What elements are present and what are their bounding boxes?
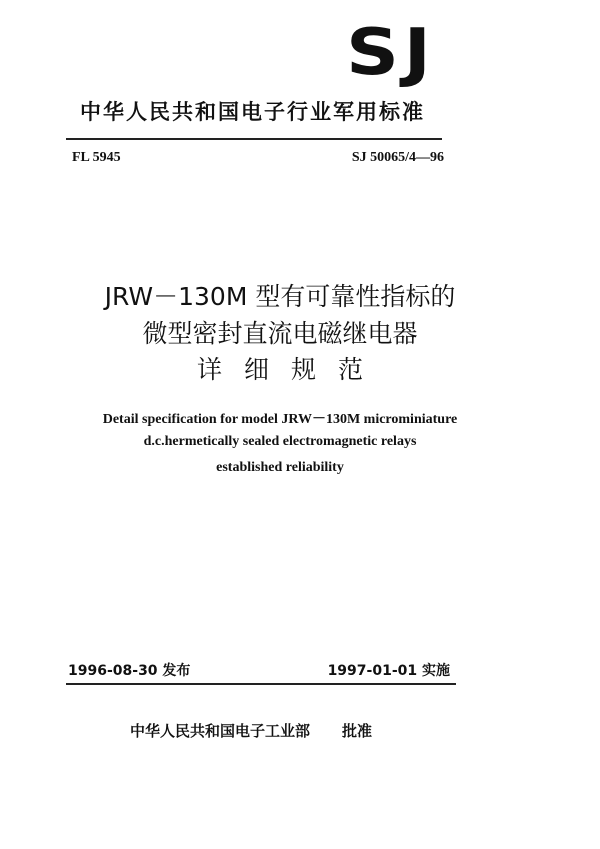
implementation-date: 1997-01-01 实施 <box>327 663 450 679</box>
approving-authority: 中华人民共和国电子工业部 <box>130 722 311 740</box>
chinese-title-line-1: JRW－130M 型有可靠性指标的 <box>104 282 456 311</box>
approval-label: 批准 <box>342 722 373 740</box>
classification-code: FL 5945 <box>72 150 121 165</box>
footer-rule <box>66 683 456 685</box>
english-title-line-1: Detail specification for model JRW－130M microminiature <box>102 412 458 427</box>
sj-logo: SJ <box>346 16 436 90</box>
standard-number: SJ 50065/4—96 <box>351 150 444 165</box>
standard-category: 中华人民共和国电子行业军用标准 <box>80 100 425 124</box>
english-title-line-2: d.c.hermetically sealed electromagnetic relays <box>143 434 417 449</box>
english-title-line-3: established reliability <box>216 460 344 475</box>
header-rule <box>66 138 442 140</box>
chinese-title-line-3: 详细规范 <box>196 355 385 384</box>
chinese-title-line-2: 微型密封直流电磁继电器 <box>142 319 418 348</box>
issue-date: 1996-08-30 发布 <box>68 663 191 679</box>
